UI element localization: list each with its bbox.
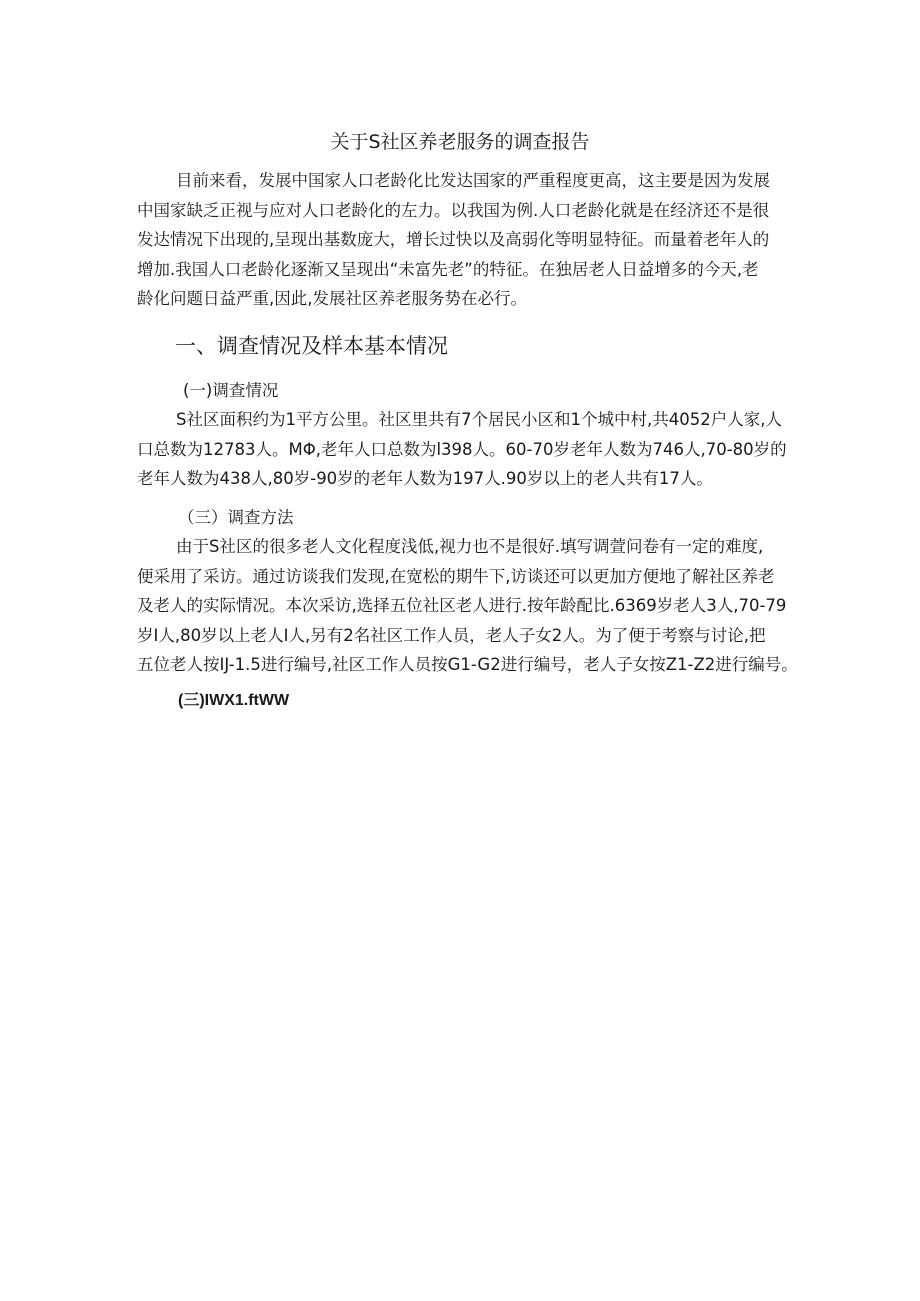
intro-line: 发达情况下出现的,呈现出基数庞大，增长过快以及高弱化等明显特征。而量着老年人的 [137, 230, 770, 250]
subsection-heading-survey: (一)调查情况 [183, 381, 279, 400]
method-paragraph [137, 532, 798, 680]
intro-line: 增加.我国人口老龄化逐渐又呈现出“未富先老”的特征。在独居老人日益增多的今天,老 [137, 259, 759, 279]
survey-line: S社区面积约为1平方公里。社区里共有7个居民小区和1个城中村,共4052户人家,人 [176, 410, 782, 429]
intro-line: 龄化问题日益严重,因此,发展社区养老服务势在必行。 [137, 289, 527, 309]
survey-paragraph [137, 405, 787, 494]
intro-line: 中国家缺乏正视与应对人口老龄化的左力。以我国为例.人口老龄化就是在经济还不是很 [137, 200, 770, 220]
subsection-heading-method: （三）调查方法 [178, 508, 294, 527]
method-line: 岁I人,80岁以上老人I人,另有2名社区工作人员，老人子女2人。为了便于考察与讨论,把 [137, 625, 766, 645]
survey-line: 老年人数为438人,80岁-90岁的老年人数为197人.90岁以上的老人共有17人。 [137, 469, 713, 489]
subsection-heading-third: (三)IWX1.ftWW [178, 692, 290, 709]
document-title: 关于S社区养老服务的调查报告 [330, 131, 590, 153]
method-line: 便采用了采访。通过访谈我们发现,在宽松的期牛下,访谈还可以更加方便地了解社区养老 [137, 566, 775, 586]
intro-line: 目前来看，发展中国家人口老龄化比发达国家的严重程度更高，这主要是因为发展 [176, 171, 770, 190]
method-line: 由于S社区的很多老人文化程度浅低,视力也不是很好.填写调萱问卷有一定的难度, [176, 537, 764, 556]
method-line: 五位老人按IJ-1.5进行编号,社区工作人员按G1-G2进行编号，老人子女按Z1-Z2进行编号。 [137, 655, 798, 675]
intro-paragraph [137, 166, 783, 314]
method-line: 及老人的实际情况。本次采访,选择五位社区老人进行.按年龄配比.6369岁老人3人,70-79 [137, 596, 787, 616]
survey-line: 口总数为12783人。MΦ,老年人口总数为l398人。60-70岁老年人数为746人,70-80岁的 [137, 439, 787, 459]
section-heading: 一、调查情况及样本基本情况 [175, 334, 448, 358]
